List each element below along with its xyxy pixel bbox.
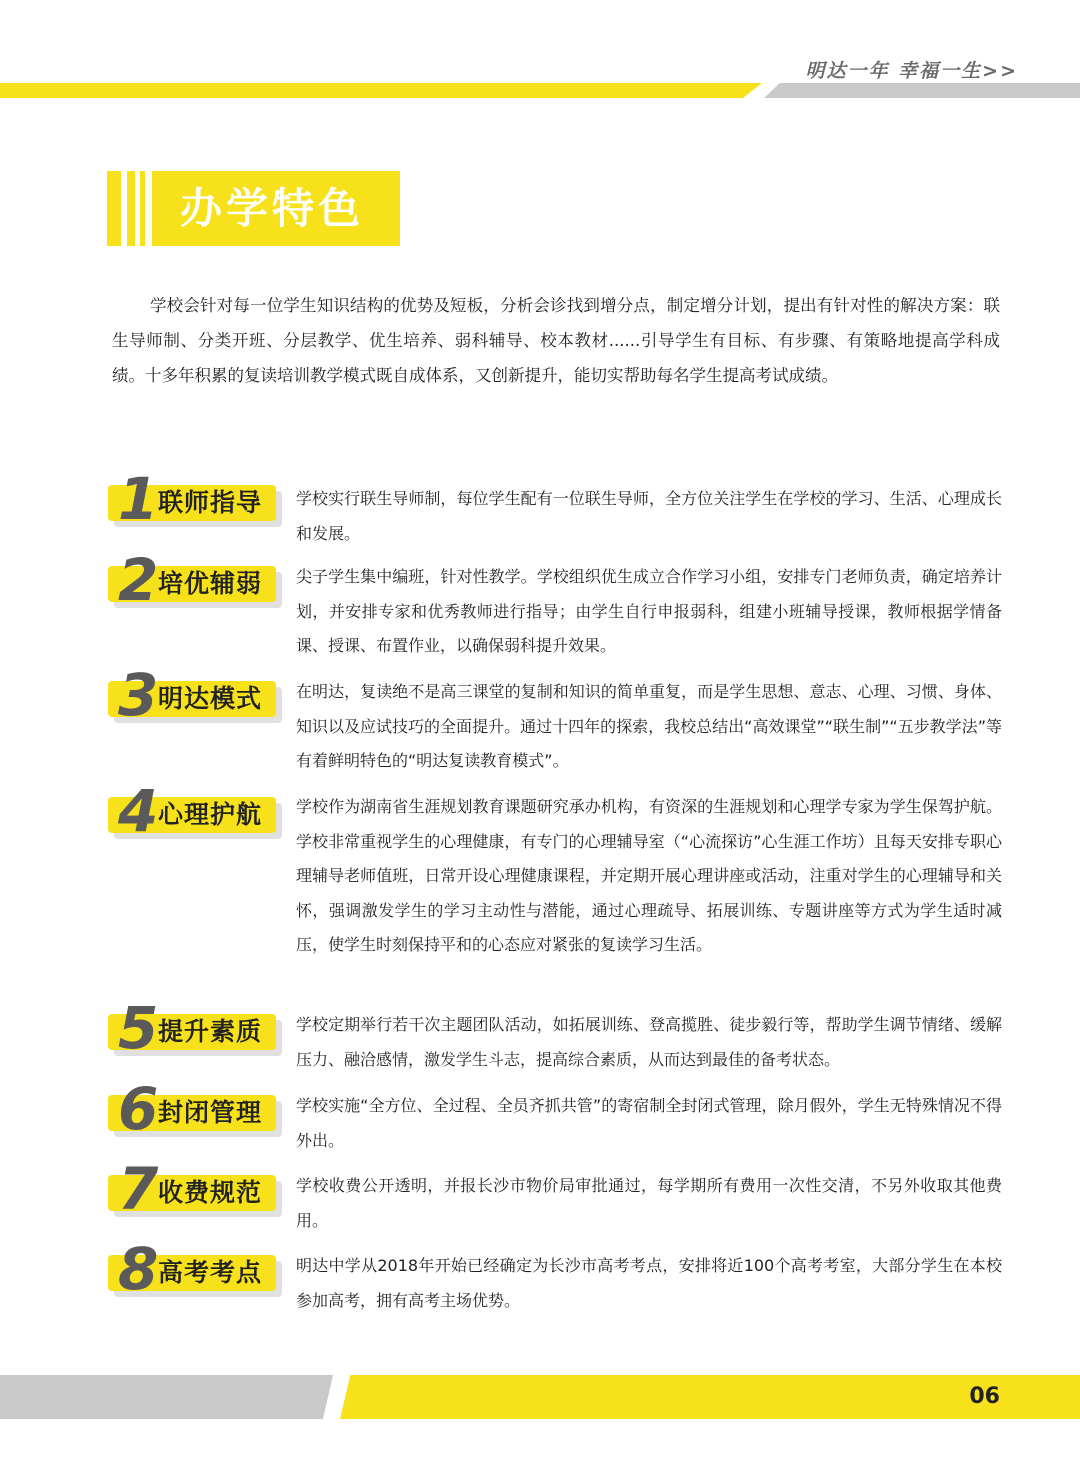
feature-label-2 (108, 546, 280, 614)
feature-description-8: 明达中学从2018年开始已经确定为长沙市高考考点，安排将近100个高考考室，大部分学生在本校参加高考，拥有高考主场优势。 (296, 1256, 1002, 1310)
intro-paragraph: 学校会针对每一位学生知识结构的优势及短板，分析会诊找到增分点，制定增分计划，提出有针对性的解决方案：联生导师制、分类开班、分层教学、优生培养、弱科辅导、校本教材......引导学生有目标、有步骤、有策略地提高学科成绩。十多年积累的复读培训教学模式既自成体系，又创新提升，能切实帮助每名学生提高考试成绩。 (112, 296, 1000, 385)
feature-title: 心理护航 (158, 800, 263, 829)
feature-label-3 (108, 661, 280, 729)
feature-label-6 (108, 1075, 280, 1143)
section-title: 办学特色 (180, 184, 365, 233)
header-slogan: 明达一年 幸福一生>> (805, 60, 1018, 82)
feature-label-8 (108, 1235, 280, 1303)
footer-gray-bar (0, 1375, 333, 1419)
feature-title: 联师指导 (158, 488, 263, 517)
feature-description-6: 学校实施“全方位、全过程、全员齐抓共管”的寄宿制全封闭式管理，除月假外，学生无特殊情况不得外出。 (296, 1096, 1002, 1150)
feature-number: 2 (118, 546, 159, 614)
feature-label-5 (108, 994, 280, 1062)
feature-number: 7 (118, 1155, 159, 1223)
feature-title: 提升素质 (158, 1017, 263, 1046)
page-number: 06 (969, 1384, 1000, 1409)
feature-description-3: 在明达，复读绝不是高三课堂的复制和知识的简单重复，而是学生思想、意志、心理、习惯、身体、知识以及应试技巧的全面提升。通过十四年的探索，我校总结出“高效课堂”“联生制”“五步教学法”等有着鲜明特色的“明达复读教育模式”。 (296, 682, 1002, 770)
feature-number: 8 (118, 1235, 159, 1303)
feature-label-4 (108, 777, 280, 845)
feature-title: 收费规范 (158, 1178, 263, 1207)
feature-label-7 (108, 1155, 280, 1223)
header-gray-bar (764, 83, 1080, 98)
feature-number: 6 (118, 1075, 159, 1143)
feature-number: 3 (118, 661, 159, 729)
feature-description-2: 尖子学生集中编班，针对性教学。学校组织优生成立合作学习小组，安排专门老师负责，确定培养计划，并安排专家和优秀教师进行指导；由学生自行申报弱科，组建小班辅导授课，教师根据学情备课、授课、布置作业，以确保弱科提升效果。 (296, 567, 1002, 655)
feature-description-4: 学校作为湖南省生涯规划教育课题研究承办机构，有资深的生涯规划和心理学专家为学生保驾护航。学校非常重视学生的心理健康，有专门的心理辅导室（“心流探访”心生涯工作坊）且每天安排专职心理辅导老师值班，日常开设心理健康课程，并定期开展心理讲座或活动，注重对学生的心理辅导和关怀，强调激发学生的学习主动性与潜能，通过心理疏导、拓展训练、专题讲座等方式为学生适时减压，使学生时刻保持平和的心态应对紧张的复读学习生活。 (296, 797, 1002, 954)
feature-title: 明达模式 (158, 684, 263, 713)
feature-description-1: 学校实行联生导师制，每位学生配有一位联生导师，全方位关注学生在学校的学习、生活、心理成长和发展。 (296, 489, 1002, 543)
feature-description-5: 学校定期举行若干次主题团队活动，如拓展训练、登高揽胜、徒步毅行等，帮助学生调节情绪、缓解压力、融洽感情，激发学生斗志，提高综合素质，从而达到最佳的备考状态。 (296, 1015, 1002, 1069)
feature-description-7: 学校收费公开透明，并报长沙市物价局审批通过，每学期所有费用一次性交清，不另外收取其他费用。 (296, 1176, 1002, 1230)
feature-number: 5 (118, 994, 159, 1062)
feature-title: 培优辅弱 (158, 569, 263, 598)
feature-title: 封闭管理 (158, 1098, 263, 1127)
title-stripe (107, 171, 121, 246)
feature-label-1 (108, 465, 280, 533)
feature-number: 1 (118, 465, 159, 533)
title-stripe (140, 171, 145, 246)
feature-title: 高考考点 (158, 1258, 263, 1287)
feature-number: 4 (118, 777, 159, 845)
header-yellow-bar (0, 83, 762, 98)
title-stripe (127, 171, 135, 246)
